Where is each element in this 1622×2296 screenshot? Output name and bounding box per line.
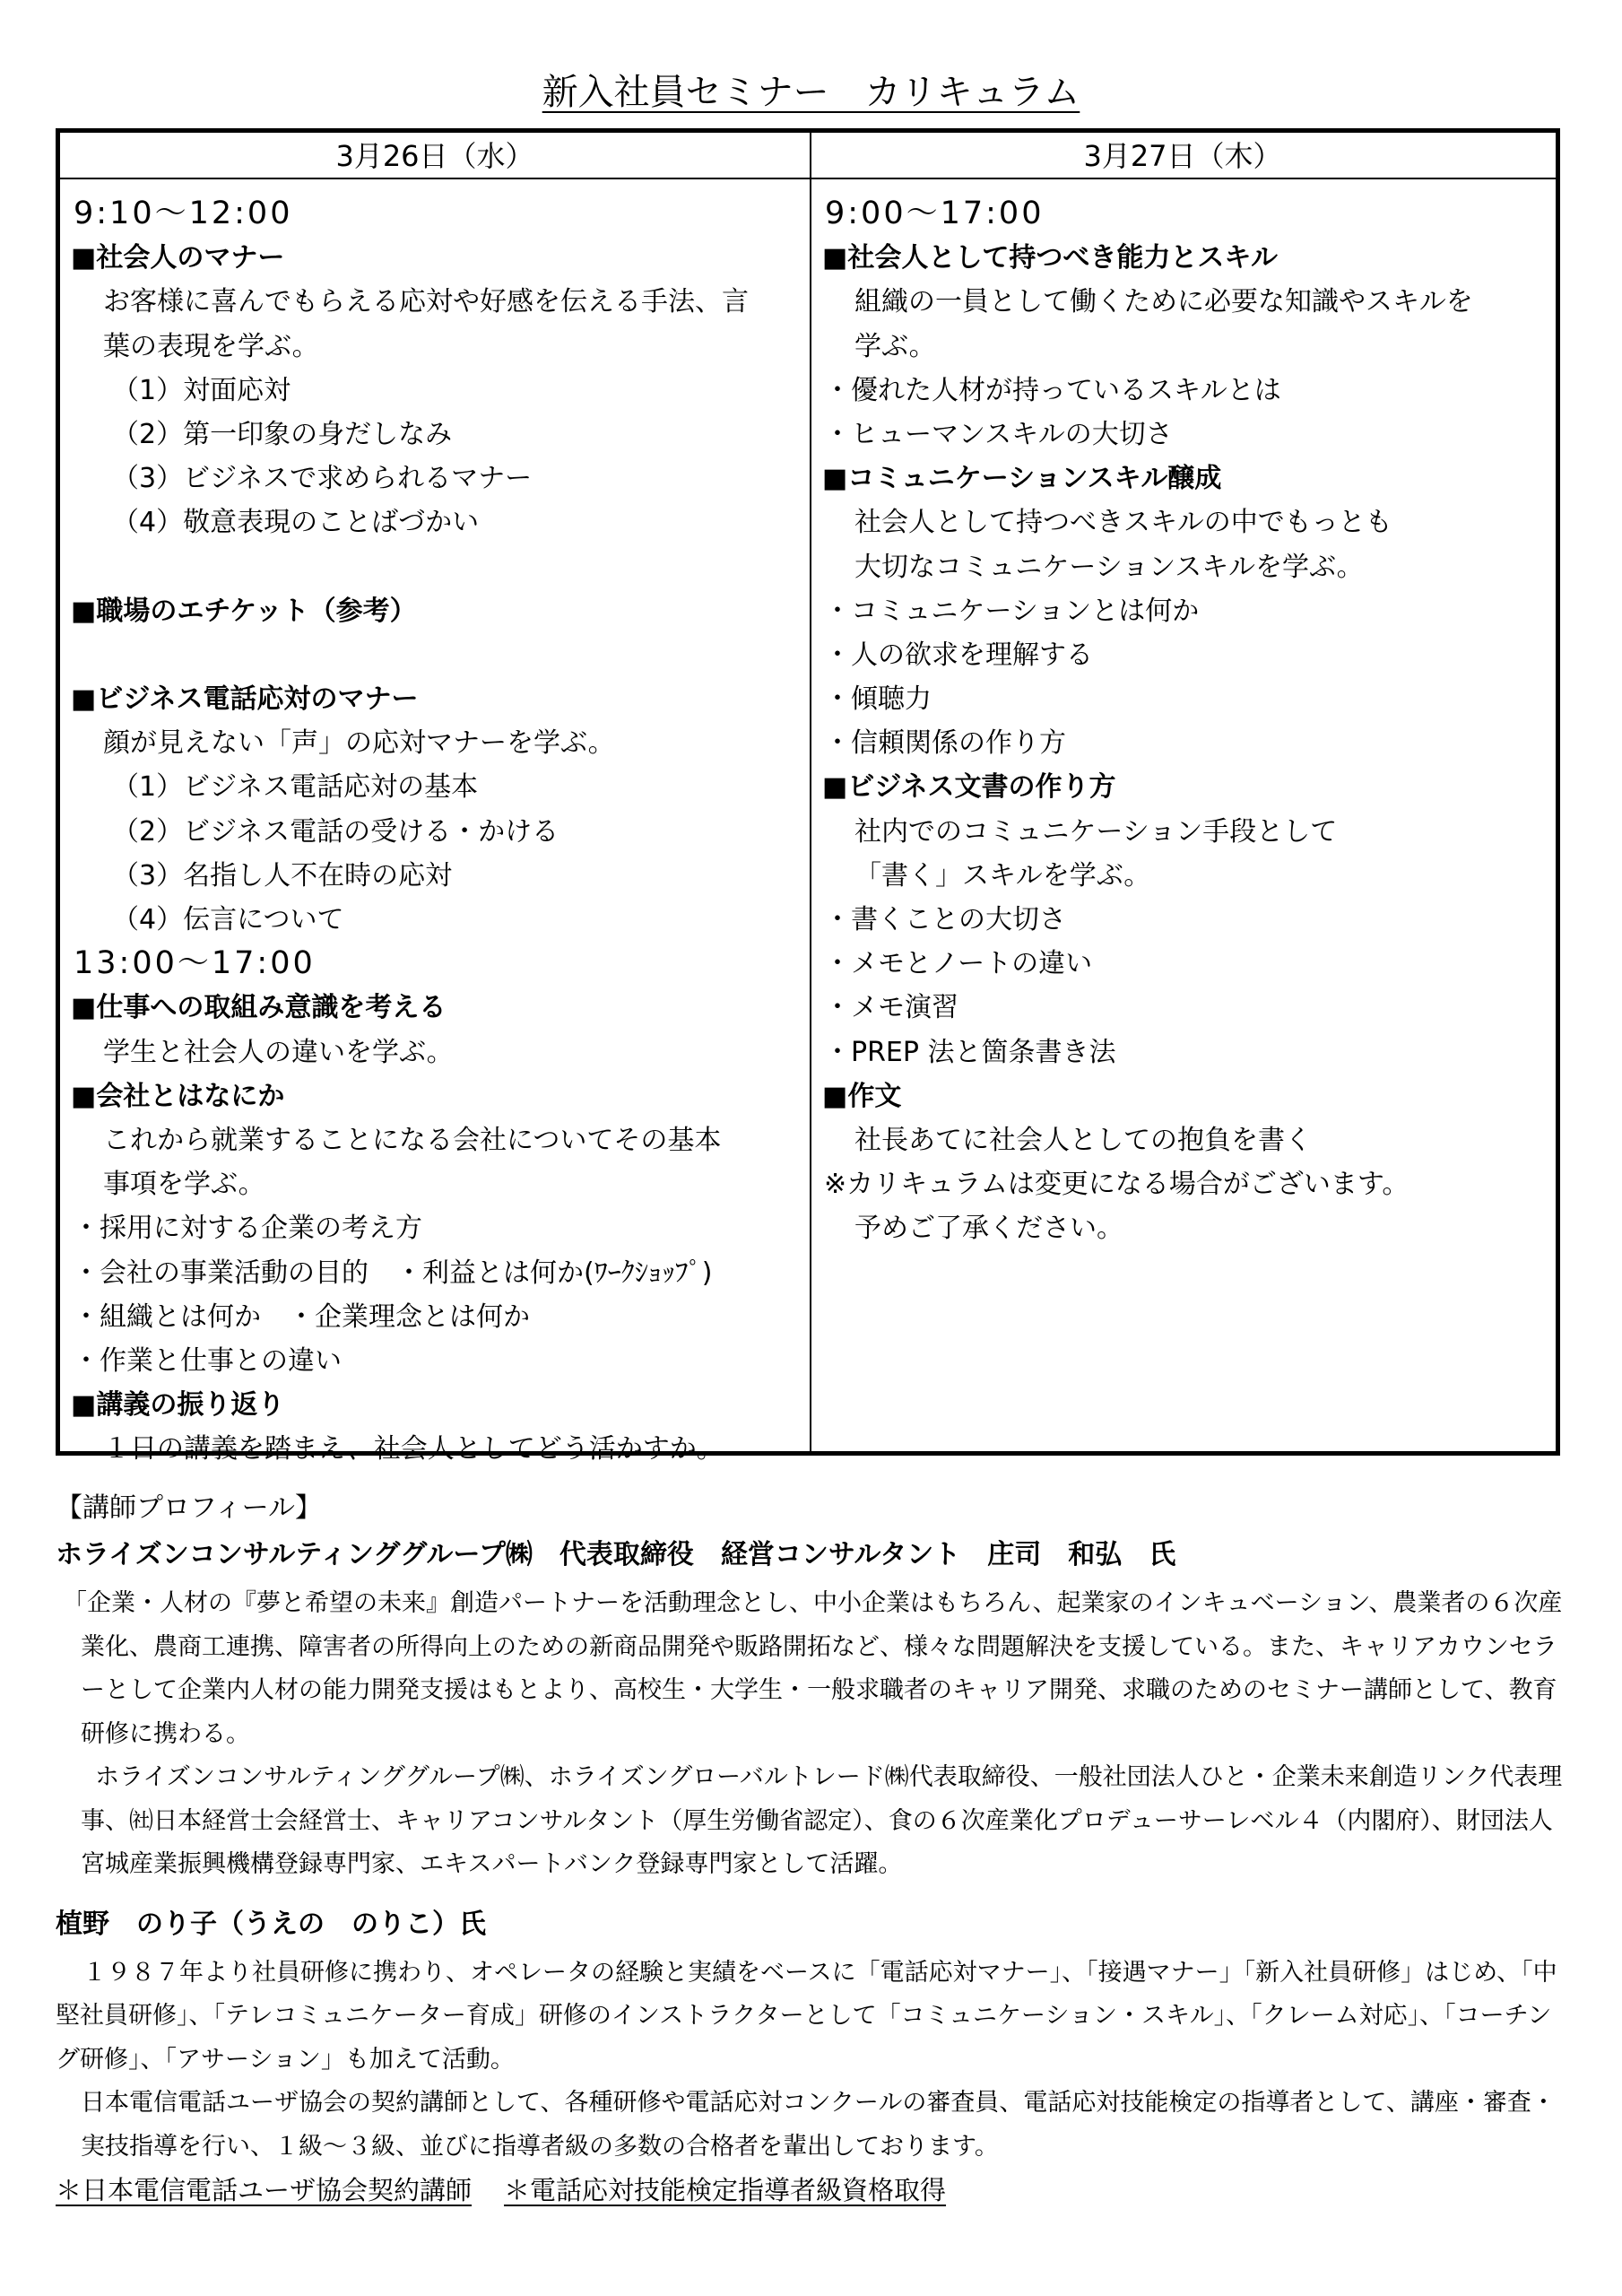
day1-line-num: （1）ビジネス電話応対の基本 — [112, 771, 479, 804]
day2-line-head: ■社会人として持つべき能力とスキル — [822, 242, 1279, 274]
page-title: 新入社員セミナー カリキュラム — [542, 72, 1080, 113]
day1-line-num: （2）第一印象の身だしなみ — [112, 418, 453, 450]
day1-line-desc: これから就業することになる会社についてその基本 — [103, 1124, 722, 1156]
day1-line-blank — [60, 633, 810, 677]
instructor2-name: 植野 のり子（うえの のりこ）氏 — [56, 1908, 486, 1940]
day1-line-num: （4）伝言について — [112, 904, 344, 935]
day2-line-desc: 「書く」スキルを学ぶ。 — [854, 859, 1151, 891]
day2-line-note: ※カリキュラムは変更になる場合がございます。 — [824, 1169, 1409, 1201]
instructor-profile — [56, 1489, 1571, 2210]
day1-line-num: （1）対面応対 — [112, 374, 291, 406]
instructor1-name: ホライズンコンサルティンググループ㈱ 代表取締役 経営コンサルタント 庄司 和弘 氏 — [56, 1539, 1176, 1570]
day1-line-time: 9:10～12:00 — [74, 196, 293, 231]
day2-line-time: 9:00～17:00 — [825, 196, 1045, 231]
day1-line-head: ■社会人のマナー — [71, 242, 285, 274]
day2-column — [811, 179, 1556, 1451]
day2-line-bul: ・メモとノートの違い — [824, 948, 1093, 980]
day1-line-head: ■講義の振り返り — [71, 1389, 285, 1422]
instructor1-bio: 「企業・人材の『夢と希望の未来』創造パートナーを活動理念とし、中小企業はもちろん、起業家のインキュベーション、農業者の６次産業化、農商工連携、障害者の所得向上のための新商品開発や販路開拓など、様々な問題解決を支援している。また、キャリアカウンセラーとして企業内人材の能力開発支援はもとより、高校生・大学生・一般求職者のキャリア開発、求職のためのセミナー講師として、教育研修に携わる。 — [63, 1589, 1563, 1748]
day2-line-bul: ・コミュニケーションとは何か — [824, 595, 1200, 627]
day2-line-bul: ・優れた人材が持っているスキルとは — [824, 374, 1281, 406]
day1-column — [60, 179, 810, 1465]
day1-line-num: （3）名指し人不在時の応対 — [112, 859, 453, 891]
day1-line-head: ■職場のエチケット（参考） — [71, 595, 417, 627]
day2-line-desc: 組織の一員として働くために必要な知識やスキルを — [854, 286, 1473, 318]
day1-line-desc: 葉の表現を学ぶ。 — [103, 330, 319, 362]
day1-header: 3月26日（水） — [60, 133, 810, 179]
day2-line-desc: 大切なコミュニケーションスキルを学ぶ。 — [854, 551, 1364, 583]
note-qualification: ＊電話応対技能検定指導者級資格取得 — [504, 2175, 947, 2205]
instructor2-notes — [56, 2170, 1571, 2210]
day1-line-desc: お客様に喜んでもらえる応対や好感を伝える手法、言 — [103, 286, 749, 318]
day2-line-head: ■ビジネス文書の作り方 — [822, 771, 1116, 804]
instructor2-roles: 日本電信電話ユーザ協会の契約講師として、各種研修や電話応対コンクールの審査員、電話応対技能検定の指導者として、講座・審査・実技指導を行い、１級～３級、並びに指導者級の多数の合格者を輩出しております。 — [81, 2089, 1556, 2161]
day2-line-head: ■作文 — [822, 1080, 902, 1112]
day2-line-desc: 社長あてに社会人としての抱負を書く — [854, 1124, 1312, 1156]
instructor1-roles: ホライズンコンサルティンググループ㈱、ホライズングローバルトレード㈱代表取締役、一般社団法人ひと・企業未来創造リンク代表理事、㈳日本経営士会経営士、キャリアコンサルタント（厚生労働省認定）、食の６次産業化プロデューサーレベル４（内閣府）、財団法人宮城産業振興機構登録専門家、エキスパートバンク登録専門家として活躍。 — [81, 1763, 1563, 1878]
day1-line-head: ■ビジネス電話応対のマナー — [71, 683, 419, 716]
day2-line-bul: ・メモ演習 — [824, 992, 958, 1024]
curriculum-table — [56, 128, 1560, 1465]
profile-label: 【講師プロフィール】 — [56, 1492, 322, 1524]
day2-line-bul: ・傾聴力 — [824, 683, 932, 716]
day2-header: 3月27日（木） — [810, 133, 1556, 179]
day1-line-head: ■会社とはなにか — [71, 1080, 285, 1112]
day1-line-blank — [60, 545, 810, 589]
day1-line-head: ■仕事への取組み意識を考える — [71, 992, 447, 1024]
note-contract-instructor: ＊日本電信電話ユーザ協会契約講師 — [56, 2175, 473, 2205]
day1-line-num: （4）敬意表現のことばづかい — [112, 507, 480, 539]
day2-line-bul: ・人の欲求を理解する — [824, 639, 1093, 671]
day2-line-bul: ・信頼関係の作り方 — [824, 727, 1066, 760]
day1-line-bul: ・採用に対する企業の考え方 — [73, 1213, 422, 1245]
day1-line-bul: ・会社の事業活動の目的 ・利益とは何か(ﾜｰｸｼｮｯﾌﾟ) — [73, 1257, 713, 1289]
day2-line-desc: 社内でのコミュニケーション手段として — [854, 815, 1338, 848]
day2-line-bul: ・書くことの大切さ — [824, 904, 1066, 935]
day1-line-num: （2）ビジネス電話の受ける・かける — [112, 815, 559, 848]
day2-line-bul: ・PREP 法と箇条書き法 — [824, 1036, 1116, 1068]
day1-line-bul: ・組織とは何か ・企業理念とは何か — [73, 1300, 530, 1333]
day1-line-desc: １日の講義を踏まえ、社会人としてどう活かすか。 — [103, 1433, 724, 1465]
day1-line-num: （3）ビジネスで求められるマナー — [112, 463, 533, 495]
day1-line-time: 13:00～17:00 — [74, 945, 316, 982]
day2-line-desc: 社会人として持つべきスキルの中でもっとも — [854, 507, 1392, 539]
day1-line-desc: 顔が見えない「声」の応対マナーを学ぶ。 — [103, 727, 615, 760]
day1-line-bul: ・作業と仕事との違い — [73, 1344, 342, 1377]
instructor2-bio: １９８７年より社員研修に携わり、オペレータの経験と実績をベースに「電話応対マナー」、「接遇マナー」「新入社員研修」はじめ、「中堅社員研修」、「テレコミュニケーター育成」研修のインストラクターとして「コミュニケーション・スキル」、「クレーム対応」、「コーチング研修」、「アサーション」も加えて活動。 — [56, 1958, 1557, 2074]
day1-line-desc: 学生と社会人の違いを学ぶ。 — [103, 1036, 454, 1068]
day1-line-desc: 事項を学ぶ。 — [103, 1169, 265, 1201]
day2-line-desc: 学ぶ。 — [854, 330, 936, 362]
day2-line-desc: 予めご了承ください。 — [854, 1213, 1123, 1245]
day2-line-bul: ・ヒューマンスキルの大切さ — [824, 418, 1173, 450]
day2-line-head: ■コミュニケーションスキル醸成 — [822, 463, 1222, 495]
